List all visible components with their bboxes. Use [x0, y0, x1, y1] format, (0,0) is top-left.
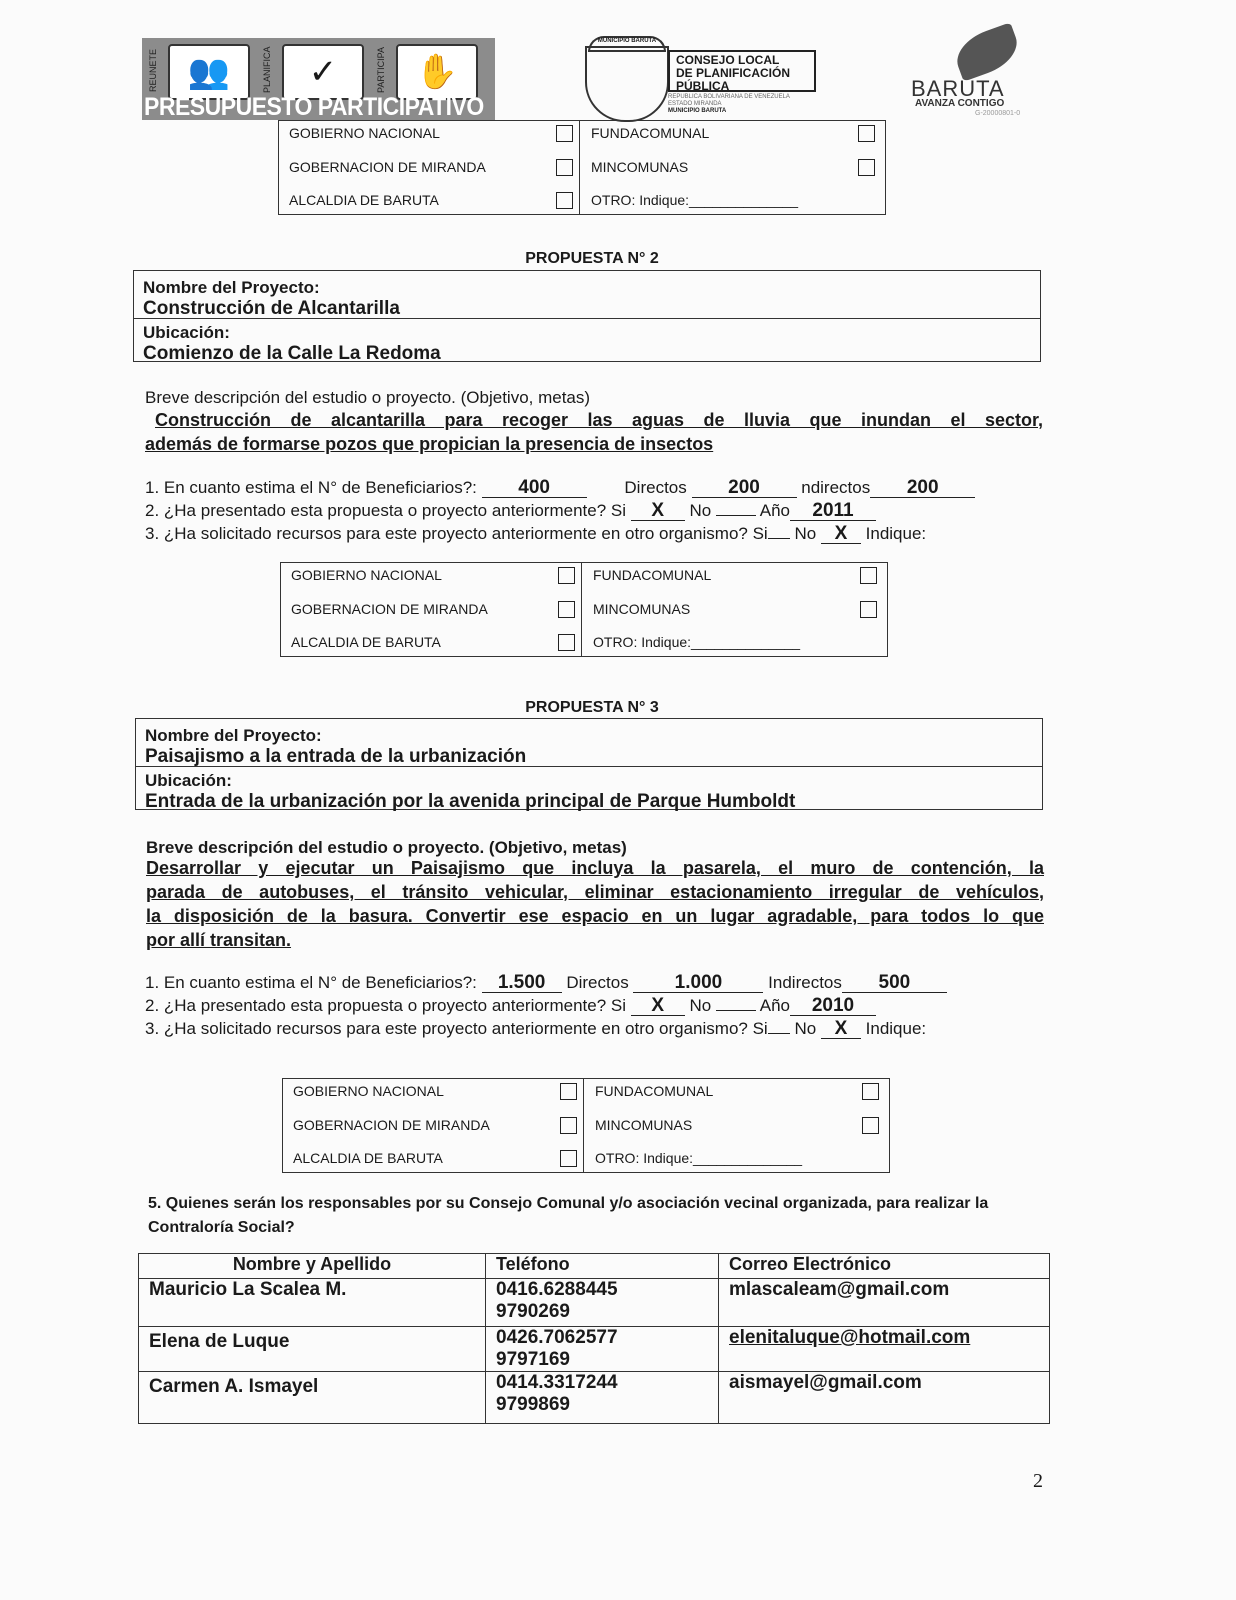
- organism-checkbox-table: [280, 562, 888, 657]
- organism-label: MINCOMUNAS: [593, 601, 691, 617]
- contact-phones: [486, 1327, 719, 1372]
- phone: 0416.6288445: [496, 1279, 618, 1300]
- organism-option: [289, 159, 579, 179]
- organism-label: FUNDACOMUNAL: [593, 567, 712, 583]
- contact-name: Elena de Luque: [139, 1327, 486, 1372]
- directos-label: Directos: [624, 478, 687, 497]
- organism-label: OTRO: Indique:______________: [595, 1150, 803, 1166]
- proposal-info-box: [133, 270, 1041, 362]
- question-text: 1. En cuanto estima el N° de Beneficiarios?:: [145, 973, 477, 992]
- organism-checkbox[interactable]: [560, 1117, 577, 1134]
- phone: 9799869: [496, 1394, 570, 1415]
- si-answer[interactable]: [768, 538, 790, 539]
- organism-checkbox[interactable]: [558, 634, 575, 651]
- location-label: Ubicación:: [143, 323, 230, 342]
- si-answer[interactable]: X: [631, 997, 685, 1016]
- baruta-code: G-20000801-0: [975, 110, 1021, 117]
- organism-column: [583, 563, 883, 656]
- organism-checkbox[interactable]: [556, 159, 573, 176]
- leaf-icon: [950, 22, 1024, 81]
- resources-requested-question: [145, 524, 926, 544]
- organism-checkbox[interactable]: [556, 125, 573, 142]
- no-answer[interactable]: X: [821, 1020, 861, 1039]
- year-label: Año: [759, 501, 790, 520]
- indirectos-label: ndirectos: [801, 478, 871, 497]
- sub-line: REPUBLICA BOLIVARIANA DE VENEZUELA: [668, 94, 790, 100]
- logo-title: PRESUPUESTO PARTICIPATIVO: [144, 91, 484, 121]
- description-line: además de formarse pozos que propician la presencia de insectos: [145, 434, 714, 454]
- organism-checkbox[interactable]: [560, 1150, 577, 1167]
- phone: 0414.3317244: [496, 1372, 618, 1393]
- baruta-logo: [905, 30, 1045, 115]
- contact-email: mlascaleam@gmail.com: [719, 1279, 1050, 1327]
- description-line: Construcción de alcantarilla para recoger las aguas de lluvia que inundan el sector,: [155, 410, 1043, 430]
- organism-label: ALCALDIA DE BARUTA: [291, 634, 441, 650]
- organism-checkbox[interactable]: [858, 159, 875, 176]
- organism-option: [591, 159, 881, 179]
- organism-label: ALCALDIA DE BARUTA: [293, 1150, 443, 1166]
- no-answer[interactable]: [716, 515, 756, 516]
- page-number: 2: [1033, 1470, 1043, 1492]
- checkmark-icon: ✓: [282, 44, 364, 100]
- organism-label: GOBIERNO NACIONAL: [291, 567, 442, 583]
- organism-checkbox-table: [282, 1078, 890, 1173]
- no-label: No: [794, 524, 817, 543]
- council-name: [668, 50, 816, 92]
- organism-checkbox[interactable]: [862, 1117, 879, 1134]
- question-text: 2. ¿Ha presentado esta propuesta o proyecto anteriormente? Si: [145, 501, 627, 520]
- organism-label: ALCALDIA DE BARUTA: [289, 192, 439, 208]
- presupuesto-participativo-logo: [142, 38, 495, 120]
- contact-email: aismayel@gmail.com: [719, 1372, 1050, 1424]
- previously-presented-question: [145, 996, 876, 1016]
- indirectos-label: Indirectos: [768, 973, 842, 992]
- seal-text: MUNICIPIO BARUTA: [588, 36, 666, 52]
- baruta-slogan: AVANZA CONTIGO: [915, 98, 1005, 109]
- organism-option: [291, 567, 581, 587]
- organism-checkbox[interactable]: [860, 567, 877, 584]
- column-header-name: Nombre y Apellido: [139, 1254, 486, 1279]
- municipality: MUNICIPIO BARUTA: [668, 108, 727, 114]
- baruta-name: BARUTA: [911, 76, 1005, 101]
- organism-label: GOBIERNO NACIONAL: [289, 125, 440, 141]
- council-name-line: DE PLANIFICACIÓN: [676, 66, 790, 80]
- organism-label: GOBERNACION DE MIRANDA: [289, 159, 486, 175]
- previously-presented-question: [145, 501, 876, 521]
- raised-hands-icon: ✋: [396, 44, 478, 100]
- organism-option: [293, 1117, 583, 1137]
- organism-option: [591, 125, 881, 145]
- description-line: parada de autobuses, el tránsito vehicular, eliminar estacionamiento irregular de vehículos,: [146, 882, 1044, 902]
- organism-option: [595, 1150, 885, 1170]
- contact-email: elenitaluque@hotmail.com: [719, 1327, 1050, 1372]
- project-location: Comienzo de la Calle La Redoma: [143, 343, 441, 364]
- no-label: No: [794, 1019, 817, 1038]
- si-answer[interactable]: [768, 1033, 790, 1034]
- organism-label: GOBIERNO NACIONAL: [293, 1083, 444, 1099]
- organism-label: MINCOMUNAS: [595, 1117, 693, 1133]
- description-line: por allí transitan.: [146, 930, 292, 950]
- coat-of-arms-icon: [585, 46, 669, 122]
- organism-checkbox-table: [278, 120, 886, 215]
- no-answer[interactable]: [716, 1010, 756, 1011]
- divider: [136, 766, 1042, 767]
- organism-option: [291, 634, 581, 654]
- description-text: [146, 856, 1044, 952]
- organism-label: GOBERNACION DE MIRANDA: [291, 601, 488, 617]
- logo-label: REUNETE: [148, 48, 158, 92]
- organism-option: [289, 192, 579, 212]
- organism-option: [291, 601, 581, 621]
- description-line: Desarrollar y ejecutar un Paisajismo que incluya la pasarela, el muro de contención, la: [146, 858, 1044, 878]
- table-row: [139, 1279, 1050, 1327]
- consejo-local-logo: [580, 36, 820, 120]
- location-label: Ubicación:: [145, 771, 232, 790]
- indique-label: Indique:: [865, 1019, 927, 1038]
- organism-option: [595, 1083, 885, 1103]
- council-name-line: CONSEJO LOCAL: [676, 53, 780, 67]
- organism-option: [595, 1117, 885, 1137]
- organism-checkbox[interactable]: [858, 125, 875, 142]
- contact-name: Mauricio La Scalea M.: [139, 1279, 486, 1327]
- question-text: 1. En cuanto estima el N° de Beneficiarios?:: [145, 478, 477, 497]
- organism-column: [585, 1079, 885, 1172]
- contact-phones: [486, 1372, 719, 1424]
- organism-option: [293, 1150, 583, 1170]
- no-label: No: [689, 501, 712, 520]
- beneficiaries-value[interactable]: 400: [482, 479, 587, 498]
- organism-column: [283, 1079, 584, 1172]
- organism-checkbox[interactable]: [860, 601, 877, 618]
- council-name-line: PÚBLICA: [676, 79, 730, 93]
- year-label: Año: [759, 996, 790, 1015]
- organism-checkbox[interactable]: [862, 1083, 879, 1100]
- no-label: No: [689, 996, 712, 1015]
- column-header-email: Correo Electrónico: [719, 1254, 1050, 1279]
- description-text: [145, 408, 1043, 456]
- organism-label: OTRO: Indique:______________: [593, 634, 801, 650]
- sub-line: ESTADO MIRANDA: [668, 101, 722, 107]
- description-label: Breve descripción del estudio o proyecto. (Objetivo, metas): [145, 388, 591, 407]
- divider: [134, 318, 1040, 319]
- organism-label: OTRO: Indique:______________: [591, 192, 799, 208]
- contact-name: Carmen A. Ismayel: [139, 1372, 486, 1424]
- organism-label: FUNDACOMUNAL: [595, 1083, 714, 1099]
- proposal-info-box: [135, 718, 1043, 810]
- contacts-table: [138, 1253, 1050, 1424]
- indirectos-value[interactable]: 500: [842, 974, 947, 993]
- table-header-row: [139, 1254, 1050, 1279]
- indique-label: Indique:: [865, 524, 927, 543]
- organism-option: [293, 1083, 583, 1103]
- directos-label: Directos: [566, 973, 629, 992]
- organism-column: [281, 563, 582, 656]
- organism-option: [593, 567, 883, 587]
- project-name: Paisajismo a la entrada de la urbanización: [145, 746, 527, 767]
- description-line: la disposición de la basura. Convertir ese espacio en un lugar agradable, para todos lo que: [146, 906, 1044, 926]
- resources-requested-question: [145, 1019, 926, 1039]
- proposal-title: PROPUESTA N° 3: [525, 699, 659, 716]
- phone: 9797169: [496, 1349, 570, 1370]
- logo-label: PLANIFICA: [262, 46, 272, 94]
- beneficiaries-question: [145, 973, 947, 993]
- proposal-title: PROPUESTA N° 2: [525, 250, 659, 267]
- directos-value[interactable]: 200: [692, 479, 797, 498]
- organism-label: FUNDACOMUNAL: [591, 125, 710, 141]
- people-icon: 👥: [168, 44, 250, 100]
- project-name-label: Nombre del Proyecto:: [145, 726, 322, 745]
- year-value[interactable]: 2010: [790, 997, 876, 1016]
- no-answer[interactable]: X: [821, 525, 861, 544]
- organism-checkbox[interactable]: [558, 601, 575, 618]
- organism-option: [591, 192, 881, 212]
- si-answer[interactable]: X: [631, 502, 685, 521]
- organism-label: MINCOMUNAS: [591, 159, 689, 175]
- directos-value[interactable]: 1.000: [633, 974, 763, 993]
- logo-label: PARTICIPA: [376, 47, 386, 94]
- section5-question: 5. Quienes serán los responsables por su Consejo Comunal y/o asociación vecinal organizada, para realizar la Contraloría Social?: [148, 1195, 989, 1236]
- council-subtitle: [668, 94, 790, 115]
- phone: 9790269: [496, 1301, 570, 1322]
- question-text: 2. ¿Ha presentado esta propuesta o proyecto anteriormente? Si: [145, 996, 627, 1015]
- question-text: 3. ¿Ha solicitado recursos para este proyecto anteriormente en otro organismo? Si: [145, 1019, 768, 1038]
- organism-checkbox[interactable]: [560, 1083, 577, 1100]
- table-row: [139, 1327, 1050, 1372]
- project-name: Construcción de Alcantarilla: [143, 298, 400, 319]
- organism-option: [289, 125, 579, 145]
- beneficiaries-question: [145, 478, 975, 498]
- project-name-label: Nombre del Proyecto:: [143, 278, 320, 297]
- organism-option: [593, 601, 883, 621]
- description-label: Breve descripción del estudio o proyecto. (Objetivo, metas): [146, 838, 627, 857]
- organism-column: [581, 121, 881, 214]
- organism-label: GOBERNACION DE MIRANDA: [293, 1117, 490, 1133]
- organism-checkbox[interactable]: [558, 567, 575, 584]
- column-header-phone: Teléfono: [486, 1254, 719, 1279]
- organism-column: [279, 121, 580, 214]
- table-row: [139, 1372, 1050, 1424]
- question-text: 3. ¿Ha solicitado recursos para este proyecto anteriormente en otro organismo? Si: [145, 524, 768, 543]
- beneficiaries-value[interactable]: 1.500: [482, 974, 562, 993]
- contact-phones: [486, 1279, 719, 1327]
- indirectos-value[interactable]: 200: [870, 479, 975, 498]
- organism-checkbox[interactable]: [556, 192, 573, 209]
- organism-option: [593, 634, 883, 654]
- year-value[interactable]: 2011: [790, 502, 876, 521]
- phone: 0426.7062577: [496, 1327, 618, 1348]
- project-location: Entrada de la urbanización por la avenida principal de Parque Humboldt: [145, 791, 796, 812]
